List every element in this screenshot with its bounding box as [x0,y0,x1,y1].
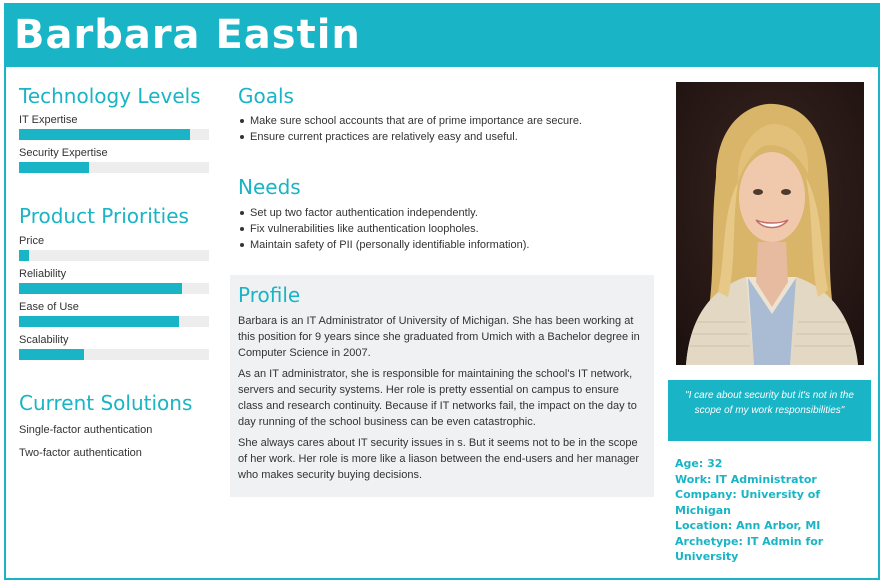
need-item: Maintain safety of PII (personally identifiable information). [238,237,529,253]
fact-work: Work: IT Administrator [675,472,817,486]
goals-title: Goals [238,84,294,108]
profile-title: Profile [238,283,301,307]
need-item: Fix vulnerabilities like authentication loopholes. [238,221,529,237]
needs-list [238,205,529,253]
priority-label-reliability: Reliability [19,268,67,280]
persona-name: Barbara Eastin [14,12,361,58]
profile-paragraph: Barbara is an IT Administrator of University of Michigan. She has been working at this position for 9 years since she graduated from Umich with a Bachelor degree in Computer Science in 2007. [238,315,640,359]
priority-label-price: Price [19,235,45,247]
level-label-security-expertise: Security Expertise [19,147,108,159]
solution-item: Single-factor authentication [19,424,153,436]
persona-facts [675,456,865,565]
profile-section [230,275,654,497]
priority-label-ease-of-use: Ease of Use [19,301,79,313]
need-item: Set up two factor authentication independently. [238,205,529,221]
level-label-it-expertise: IT Expertise [19,114,78,126]
current-solutions-title: Current Solutions [19,391,193,415]
priority-bar-reliability [19,283,209,294]
needs-title: Needs [238,175,301,199]
level-fill [19,129,190,140]
fact-age: Age: 32 [675,457,723,470]
goal-item: Make sure school accounts that are of prime importance are secure. [238,113,582,129]
priority-fill [19,349,84,360]
priority-fill [19,250,29,261]
profile-paragraph: She always cares about IT security issues in s. But it seems not to be in the scope of her work. Her role is more like a liason between the end-users and her manager who makes security buying decisions. [238,437,640,481]
priority-fill [19,283,182,294]
priority-bar-scalability [19,349,209,360]
goals-list [238,113,582,145]
priority-bar-price [19,250,209,261]
fact-archetype: Archetype: IT Admin for University [675,534,824,563]
fact-company: Company: University of Michigan [675,488,821,517]
level-bar-security-expertise [19,162,209,173]
persona-portrait-icon [676,82,864,365]
solution-item: Two-factor authentication [19,447,142,459]
priority-fill [19,316,179,327]
profile-paragraph: As an IT administrator, she is responsible for maintaining the school's IT network, servers and security systems. Her role is pretty essential on campus to ensure class and research continuity. Because if IT networks fail, the impact on the day to day running of the school business can be even catastrophic. [238,368,637,428]
fact-location: Location: Ann Arbor, MI [675,519,821,532]
product-priorities-title: Product Priorities [19,204,189,228]
persona-photo [676,82,864,365]
priority-label-scalability: Scalability [19,334,69,346]
header-banner [4,3,880,67]
persona-quote: "I care about security but it's not in the scope of my work responsibilities" [668,380,871,441]
technology-levels-title: Technology Levels [19,84,201,108]
level-bar-it-expertise [19,129,209,140]
goal-item: Ensure current practices are relatively easy and useful. [238,129,582,145]
priority-bar-ease-of-use [19,316,209,327]
level-fill [19,162,89,173]
